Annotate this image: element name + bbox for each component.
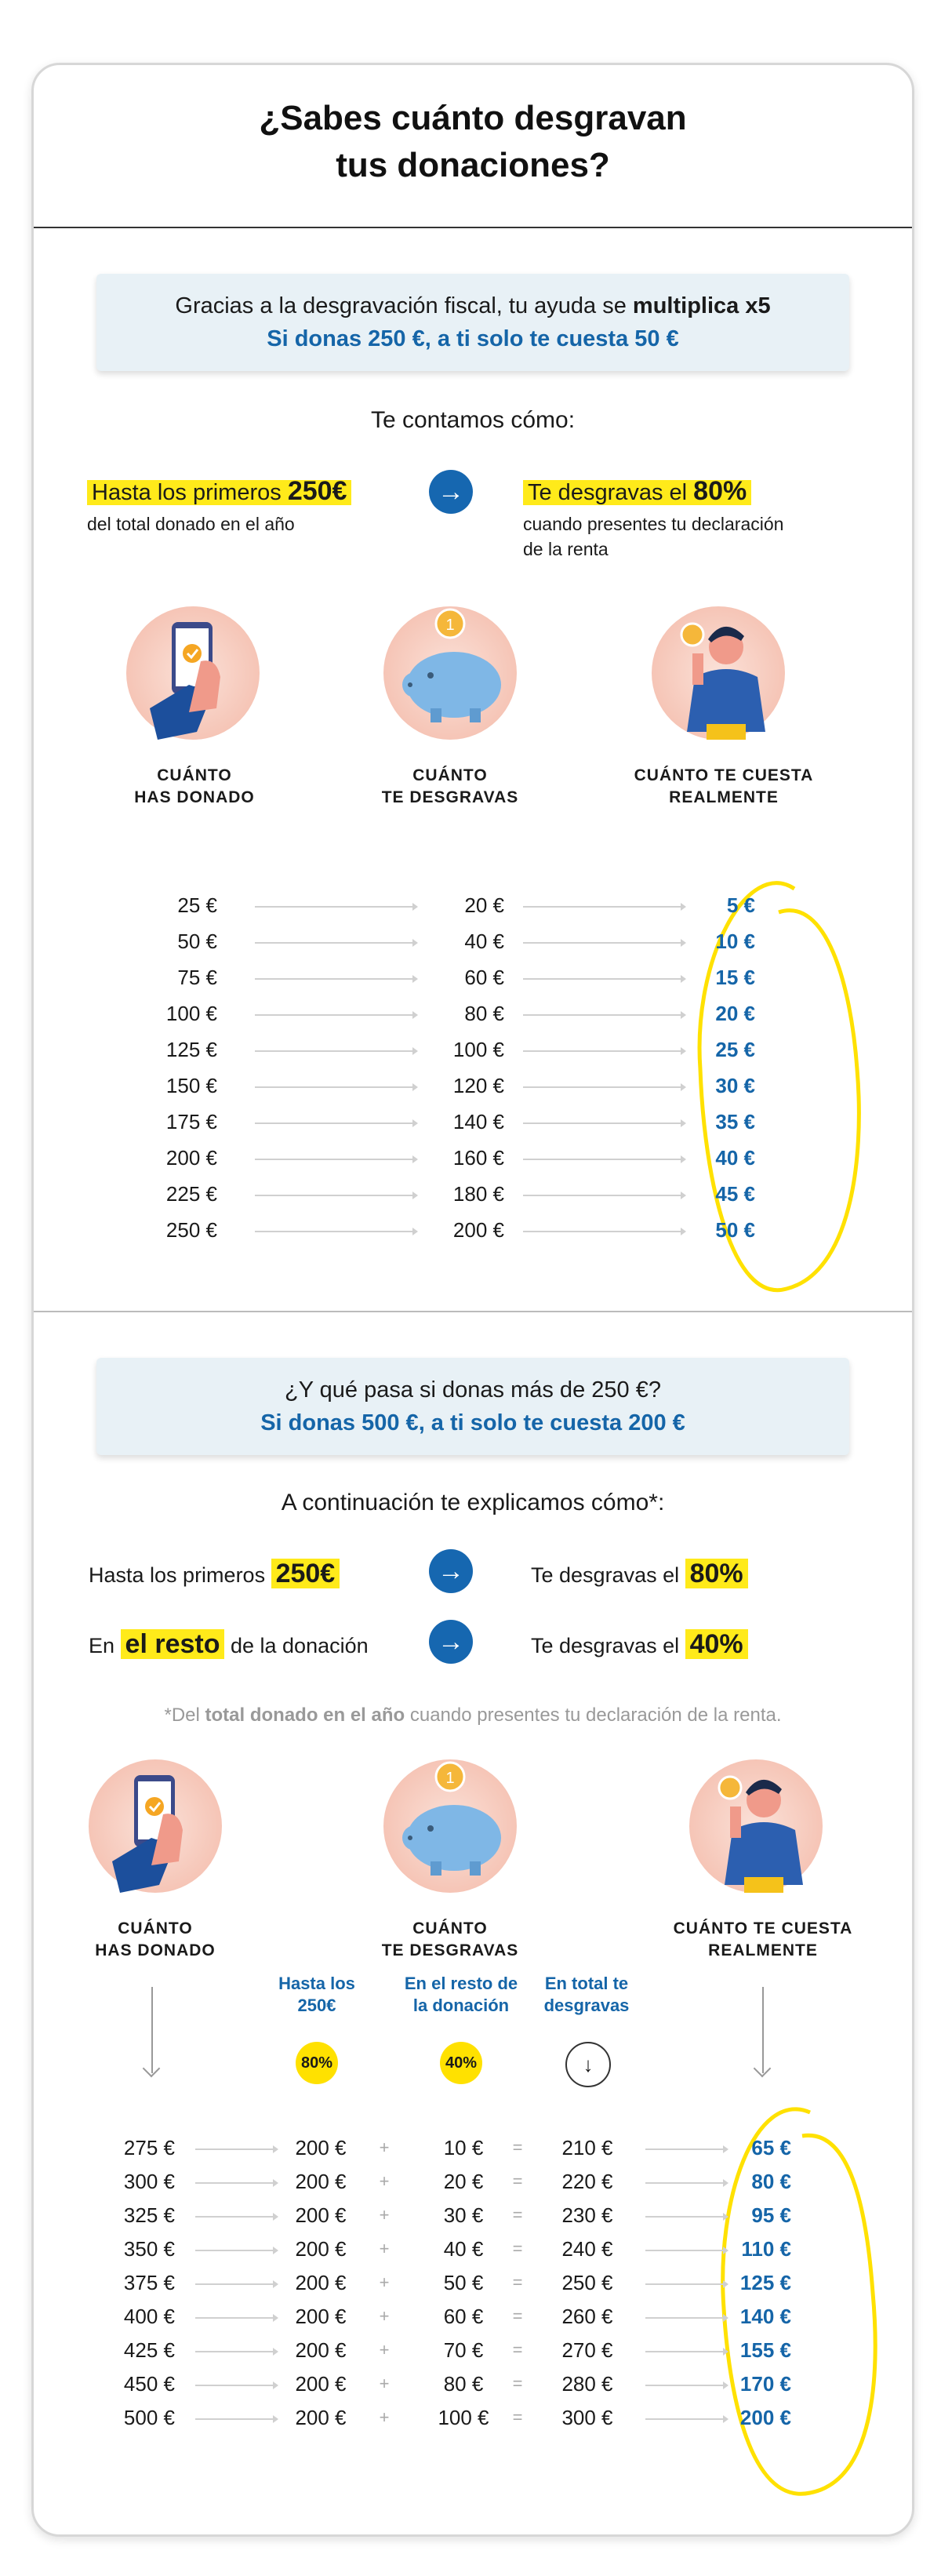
cell-cost: 95 €	[751, 2203, 791, 2227]
down-arrow-icon	[762, 1987, 764, 2073]
plus-sign: +	[379, 2340, 390, 2360]
subhead-rest: En el resto de la donación	[404, 1974, 518, 2015]
connector-arrow	[255, 1159, 416, 1160]
plus-sign: +	[379, 2171, 390, 2191]
connector-arrow	[523, 1195, 685, 1196]
cell-donated: 200 €	[165, 1146, 217, 1170]
equals-sign: =	[512, 2374, 523, 2393]
connector-arrow	[195, 2418, 277, 2420]
cell-rest: 10 €	[443, 2136, 484, 2159]
cell-donated: 350 €	[123, 2237, 175, 2261]
cell-donated: 225 €	[165, 1182, 217, 1206]
cell-total: 300 €	[561, 2406, 613, 2429]
plus-sign: +	[379, 2205, 390, 2225]
col-heading-donated: CUÁNTO HAS DONADO	[134, 766, 255, 806]
rule1-left: Hasta los primeros 250€	[89, 1559, 340, 1589]
col-heading-cost: CUÁNTO TE CUESTA REALMENTE	[634, 766, 814, 806]
equals-sign: =	[512, 2205, 523, 2225]
equals-sign: =	[512, 2407, 523, 2427]
cell-rest: 80 €	[443, 2372, 484, 2396]
cell-cost: 140 €	[739, 2305, 791, 2328]
rule-left: Hasta los primeros 250€ del total donado en el año	[87, 476, 351, 537]
cell-cost: 80 €	[751, 2170, 791, 2193]
page-title: ¿Sabes cuánto desgravan tus donaciones?	[259, 99, 687, 184]
cell-cost: 200 €	[739, 2406, 791, 2429]
connector-arrow	[195, 2283, 277, 2285]
rule1-right: Te desgravas el 80%	[531, 1559, 748, 1589]
cell-cost: 30 €	[715, 1074, 755, 1097]
cell-donated: 100 €	[165, 1002, 217, 1025]
connector-arrow	[195, 2385, 277, 2386]
cell-donated: 425 €	[123, 2338, 175, 2362]
connector-arrow	[523, 1159, 685, 1160]
cell-donated: 400 €	[123, 2305, 175, 2328]
cell-deduct: 160 €	[452, 1146, 504, 1170]
cell-rest: 100 €	[438, 2406, 489, 2429]
cell-deduct: 80 €	[464, 1002, 504, 1025]
cell-deduct: 180 €	[452, 1182, 504, 1206]
connector-arrow	[523, 1231, 685, 1232]
phone-donation-icon	[126, 606, 260, 740]
cell-first-250: 200 €	[295, 2338, 347, 2362]
connector-arrow	[523, 1086, 685, 1088]
happy-person-icon	[689, 1759, 823, 1893]
cell-rest: 70 €	[443, 2338, 484, 2362]
cell-donated: 250 €	[165, 1218, 217, 1242]
cell-rest: 30 €	[443, 2203, 484, 2227]
infographic-card	[31, 63, 914, 2537]
connector-arrow	[523, 1014, 685, 1016]
cell-cost: 40 €	[715, 1146, 755, 1170]
connector-arrow	[523, 1122, 685, 1124]
cell-donated: 375 €	[123, 2271, 175, 2294]
connector-arrow	[255, 978, 416, 980]
cell-donated: 25 €	[177, 893, 217, 917]
equals-sign: =	[512, 2340, 523, 2360]
cell-total: 270 €	[561, 2338, 613, 2362]
arrow-right-icon: →	[429, 1549, 473, 1593]
cell-donated: 300 €	[123, 2170, 175, 2193]
phone-donation-icon	[89, 1759, 222, 1893]
divider	[34, 1311, 912, 1312]
piggy-bank-icon	[383, 1759, 517, 1893]
cell-first-250: 200 €	[295, 2271, 347, 2294]
cell-donated: 325 €	[123, 2203, 175, 2227]
equals-sign: =	[512, 2171, 523, 2191]
section1-subtitle: Te contamos cómo:	[370, 407, 576, 433]
cell-cost: 25 €	[715, 1038, 755, 1061]
cell-cost: 50 €	[715, 1218, 755, 1242]
plus-sign: +	[379, 2407, 390, 2427]
down-arrow-circle-icon: ↓	[565, 2042, 611, 2087]
cell-cost: 155 €	[739, 2338, 791, 2362]
cell-cost: 20 €	[715, 1002, 755, 1025]
cell-deduct: 20 €	[464, 893, 504, 917]
connector-arrow	[523, 942, 685, 944]
cell-donated: 125 €	[165, 1038, 217, 1061]
cell-first-250: 200 €	[295, 2305, 347, 2328]
connector-arrow	[255, 1122, 416, 1124]
cell-cost: 170 €	[739, 2372, 791, 2396]
cell-first-250: 200 €	[295, 2406, 347, 2429]
cell-rest: 20 €	[443, 2170, 484, 2193]
cell-cost: 15 €	[715, 966, 755, 989]
divider	[34, 227, 912, 228]
rule-right: Te desgravas el 80% cuando presentes tu declaración de la renta	[523, 476, 784, 559]
footnote: *Del total donado en el año cuando presentes tu declaración de la renta.	[164, 1705, 782, 1726]
connector-arrow	[523, 1050, 685, 1052]
cell-cost: 5 €	[726, 893, 755, 917]
cell-cost: 45 €	[715, 1182, 755, 1206]
arrow-right-icon: →	[429, 470, 473, 514]
down-arrow-icon	[151, 1987, 153, 2073]
subhead-total: En total te desgravas	[543, 1974, 630, 2015]
badge-80: 80%	[296, 2042, 338, 2084]
cell-donated: 75 €	[177, 966, 217, 989]
cell-deduct: 200 €	[452, 1218, 504, 1242]
cell-total: 230 €	[561, 2203, 613, 2227]
cell-deduct: 40 €	[464, 930, 504, 953]
cell-rest: 60 €	[443, 2305, 484, 2328]
equals-sign: =	[512, 2138, 523, 2157]
cell-total: 220 €	[561, 2170, 613, 2193]
cell-donated: 450 €	[123, 2372, 175, 2396]
cell-donated: 275 €	[123, 2136, 175, 2159]
plus-sign: +	[379, 2374, 390, 2393]
connector-arrow	[255, 1195, 416, 1196]
cell-rest: 50 €	[443, 2271, 484, 2294]
svg-text:1: 1	[445, 1770, 455, 1787]
cell-cost: 35 €	[715, 1110, 755, 1133]
piggy-bank-icon	[383, 606, 517, 740]
cell-deduct: 100 €	[452, 1038, 504, 1061]
rule2-left: En el resto de la donación	[89, 1629, 369, 1659]
connector-arrow	[195, 2317, 277, 2319]
connector-arrow	[195, 2216, 277, 2218]
cell-deduct: 120 €	[452, 1074, 504, 1097]
cell-cost: 10 €	[715, 930, 755, 953]
plus-sign: +	[379, 2306, 390, 2326]
connector-arrow	[255, 1231, 416, 1232]
cell-donated: 150 €	[165, 1074, 217, 1097]
cell-rest: 40 €	[443, 2237, 484, 2261]
cell-first-250: 200 €	[295, 2136, 347, 2159]
cell-cost: 125 €	[739, 2271, 791, 2294]
cell-first-250: 200 €	[295, 2237, 347, 2261]
cell-donated: 50 €	[177, 930, 217, 953]
cell-total: 260 €	[561, 2305, 613, 2328]
connector-arrow	[255, 1014, 416, 1016]
col-heading-deduct: CUÁNTO TE DESGRAVAS	[381, 1919, 519, 1959]
connector-arrow	[255, 1086, 416, 1088]
cell-deduct: 140 €	[452, 1110, 504, 1133]
cell-total: 210 €	[561, 2136, 613, 2159]
equals-sign: =	[512, 2272, 523, 2292]
plus-sign: +	[379, 2272, 390, 2292]
connector-arrow	[523, 906, 685, 908]
connector-arrow	[195, 2148, 277, 2150]
connector-arrow	[195, 2351, 277, 2352]
rule2-right: Te desgravas el 40%	[531, 1629, 748, 1660]
svg-text:1: 1	[445, 617, 455, 634]
cell-total: 240 €	[561, 2237, 613, 2261]
col-heading-deduct: CUÁNTO TE DESGRAVAS	[381, 766, 519, 806]
cell-donated: 500 €	[123, 2406, 175, 2429]
cell-donated: 175 €	[165, 1110, 217, 1133]
connector-arrow	[255, 942, 416, 944]
cell-first-250: 200 €	[295, 2203, 347, 2227]
connector-arrow	[523, 978, 685, 980]
connector-arrow	[195, 2182, 277, 2184]
cell-total: 250 €	[561, 2271, 613, 2294]
col-heading-cost: CUÁNTO TE CUESTA REALMENTE	[673, 1919, 853, 1959]
cell-cost: 65 €	[751, 2136, 791, 2159]
col-heading-donated: CUÁNTO HAS DONADO	[95, 1919, 216, 1959]
happy-person-icon	[652, 606, 785, 740]
arrow-right-icon: →	[429, 1620, 473, 1664]
info-box-section1: Gracias a la desgravación fiscal, tu ayuda se multiplica x5 Si donas 250 €, a ti solo te cuesta 50 €	[96, 274, 849, 371]
section2-subtitle: A continuación te explicamos cómo*:	[281, 1490, 665, 1515]
subhead-first-250: Hasta los 250€	[278, 1974, 355, 2015]
cell-deduct: 60 €	[464, 966, 504, 989]
cell-first-250: 200 €	[295, 2170, 347, 2193]
equals-sign: =	[512, 2306, 523, 2326]
connector-arrow	[255, 1050, 416, 1052]
equals-sign: =	[512, 2239, 523, 2258]
connector-arrow	[195, 2250, 277, 2251]
info-box-section2: ¿Y qué pasa si donas más de 250 €? Si donas 500 €, a ti solo te cuesta 200 €	[96, 1358, 849, 1455]
connector-arrow	[255, 906, 416, 908]
plus-sign: +	[379, 2239, 390, 2258]
plus-sign: +	[379, 2138, 390, 2157]
cell-cost: 110 €	[741, 2237, 791, 2261]
cell-total: 280 €	[561, 2372, 613, 2396]
badge-40: 40%	[440, 2042, 482, 2084]
cell-first-250: 200 €	[295, 2372, 347, 2396]
